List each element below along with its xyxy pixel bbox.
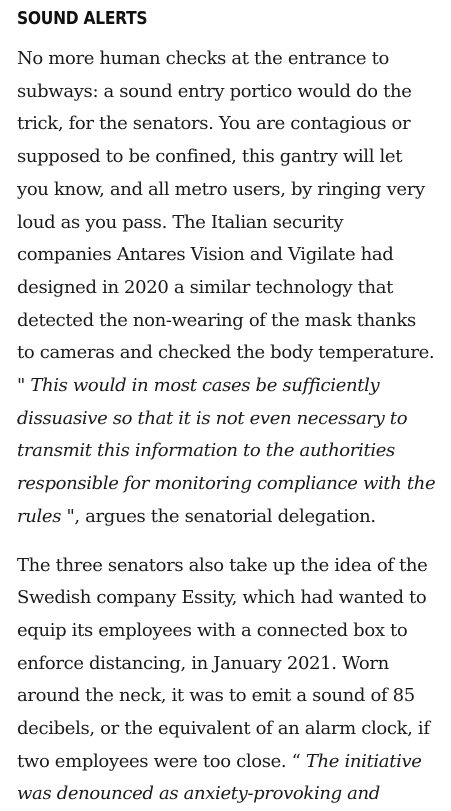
article-paragraph (17, 550, 437, 811)
paragraph-text: The three senators also take up the idea of the Swedish company Essity, which had wanted to equip its employees with a connected box to enforce distancing, in January 2021. Worn around the neck, it was to emit a sound of 85 decibels, or the equivalent of an alarm clock, if two employees were too close. (17, 554, 430, 772)
paragraph-text-after-quote: , argues the senatorial delegation. (74, 505, 376, 527)
article (17, 8, 437, 811)
paragraph-text: No more human checks at the entrance to subways: a sound entry portico would do the trick, for the senators. You are contagious or supposed to be confined, this gantry will let you know, and all metro users, by ringing very loud as you pass. The Italian security companies Antares Vision and Vigilate had designed in 2020 a similar technology that detected the non-wearing of the mask thanks to cameras and checked the body temperature. (17, 48, 435, 364)
quotation: The initiative was denounced as anxiety-provoking and (17, 750, 422, 805)
article-paragraph (17, 43, 437, 534)
quote-close-mark: " (61, 505, 75, 527)
quote-open-mark: " (17, 375, 31, 397)
quotation: This would in most cases be sufficiently dissuasive so that it is not even necessary to transmit this information to the authorities responsible for monitoring compliance with the rules (17, 375, 436, 527)
section-heading: SOUND ALERTS (17, 8, 148, 29)
quote-open-mark: “ (291, 750, 306, 772)
